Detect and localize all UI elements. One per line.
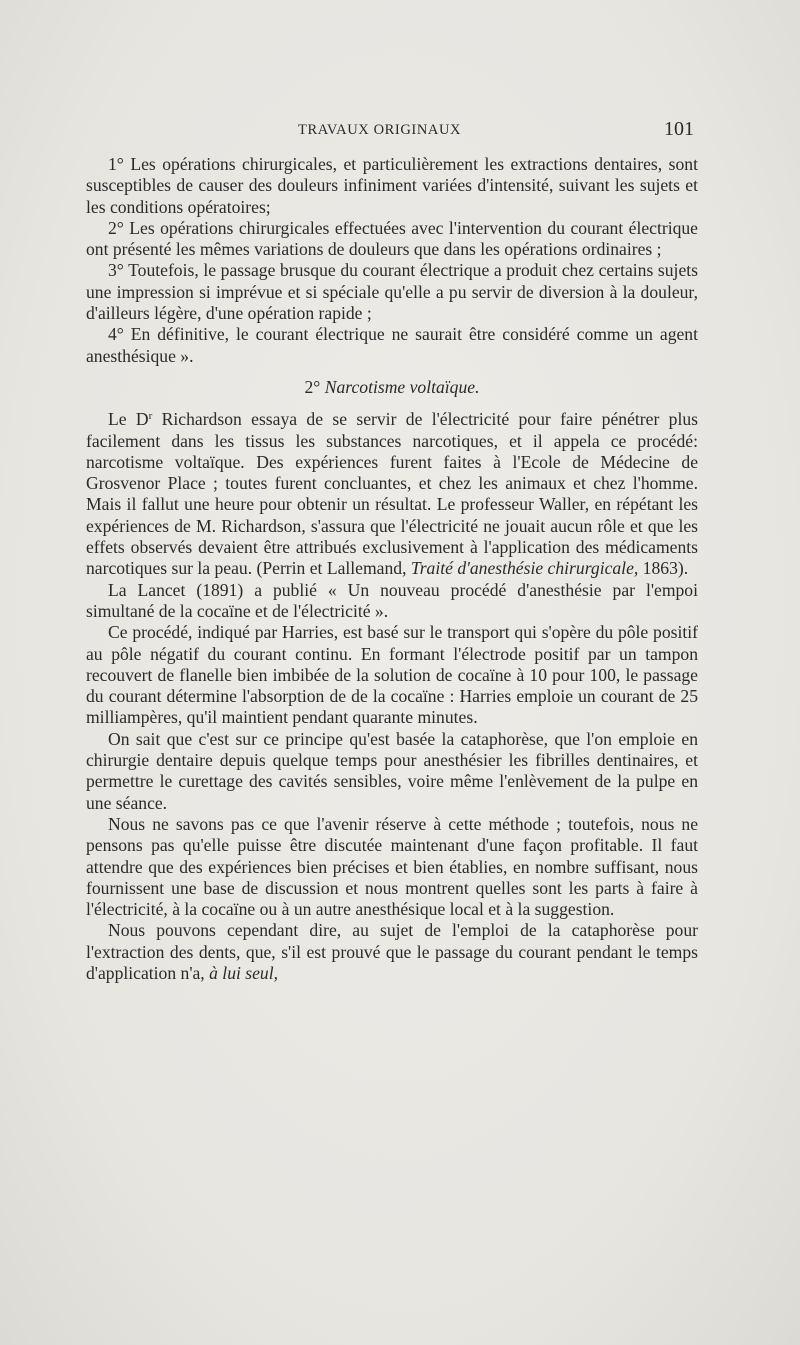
section-number: 2° bbox=[304, 376, 321, 397]
paragraph-8: On sait que c'est sur ce principe qu'est basée la cataphorèse, que l'on emploie en chirurgie dentaire depuis quelque temps pour anesthésier les fibrilles dentinaires, et permettre le curettage des cavités sensibles, voire même l'enlèvement de la pulpe en une séance. bbox=[86, 728, 698, 813]
paragraph-10-body: Nous pouvons cependant dire, au sujet de l'emploi de la cataphorèse pour l'extraction des dents, que, s'il est prouvé que le passage du courant pendant le temps d'application n'a, bbox=[86, 920, 698, 983]
paragraph-4: 4° En définitive, le courant électrique ne saurait être considéré comme un agent anesthésique ». bbox=[86, 324, 698, 366]
body-text bbox=[86, 154, 698, 984]
section-heading bbox=[86, 377, 698, 398]
paragraph-5 bbox=[86, 406, 698, 579]
paragraph-3: 3° Toutefois, le passage brusque du courant électrique a produit chez certains sujets une impression si imprévue et si spéciale qu'elle a pu servir de diversion à la douleur, d'ailleurs légère, d'une opération rapide ; bbox=[86, 260, 698, 324]
running-head: TRAVAUX ORIGINAUX bbox=[298, 122, 462, 138]
paragraph-9: Nous ne savons pas ce que l'avenir réserve à cette méthode ; toutefois, nous ne pensons pas qu'elle puisse être discutée maintenant d'une façon profitable. Il faut attendre que des expériences bien précises et bien établies, en nombre suffisant, nous fournissent une base de discussion et nous montrent quelles sont les parts à faire à l'électricité, à la cocaïne ou à un autre anesthésique local et à la suggestion. bbox=[86, 813, 698, 920]
page-number: 101 bbox=[664, 118, 694, 140]
paragraph-10 bbox=[86, 920, 698, 984]
paragraph-7: Ce procédé, indiqué par Harries, est basé sur le transport qui s'opère du pôle positif au pôle négatif du courant continu. En formant l'électrode positif par un tampon recouvert de flanelle bien imbibée de la solution de cocaïne à 10 pour 100, le passage du courant détermine l'absorption de de la cocaïne : Harries emploie un courant de 25 milliampères, qu'il maintient pendant quarante minutes. bbox=[86, 622, 698, 728]
paragraph-2: 2° Les opérations chirurgicales effectuées avec l'intervention du courant électrique ont présenté les mêmes variations de douleurs que dans les opérations ordinaires ; bbox=[86, 217, 698, 260]
paragraph-10-italic: à lui seul, bbox=[209, 962, 279, 983]
paragraph-1: 1° Les opérations chirurgicales, et particulièrement les extractions dentaires, sont susceptibles de causer des douleurs infiniment variées d'intensité, suivant les sujets et les conditions opératoires; bbox=[86, 154, 698, 217]
paragraph-5-body: Richardson essaya de se servir de l'électricité pour faire pénétrer plus facilement dans les tissus les substances narcotiques, et il appela ce procédé: narcotisme voltaïque. Des expériences furent faites à l'Ecole de Médecine de Grosvenor Place ; toutes furent concluantes, et chez les animaux et chez l'homme. Mais il fallut une heure pour obtenir un résultat. Le professeur Waller, en répétant les expériences de M. Richardson, s'assura que l'électricité ne jouait aucun rôle et que les effets observés devaient être attribués exclusivement à l'application des médicaments narcotiques sur la peau. (Perrin et Lallemand, bbox=[86, 409, 698, 579]
doctor-superscript: r bbox=[148, 410, 153, 423]
paragraph-5-end: 1863). bbox=[638, 558, 689, 579]
paragraph-6: La Lancet (1891) a publié « Un nouveau procédé d'anesthésie par l'empoi simultané de la cocaïne et de l'électricité ». bbox=[86, 579, 698, 621]
book-title-citation: Traité d'anesthésie chirurgicale, bbox=[410, 558, 639, 579]
page-header bbox=[86, 118, 698, 144]
paragraph-5-start: Le D bbox=[108, 409, 149, 430]
section-title: Narcotisme voltaïque. bbox=[324, 376, 480, 397]
